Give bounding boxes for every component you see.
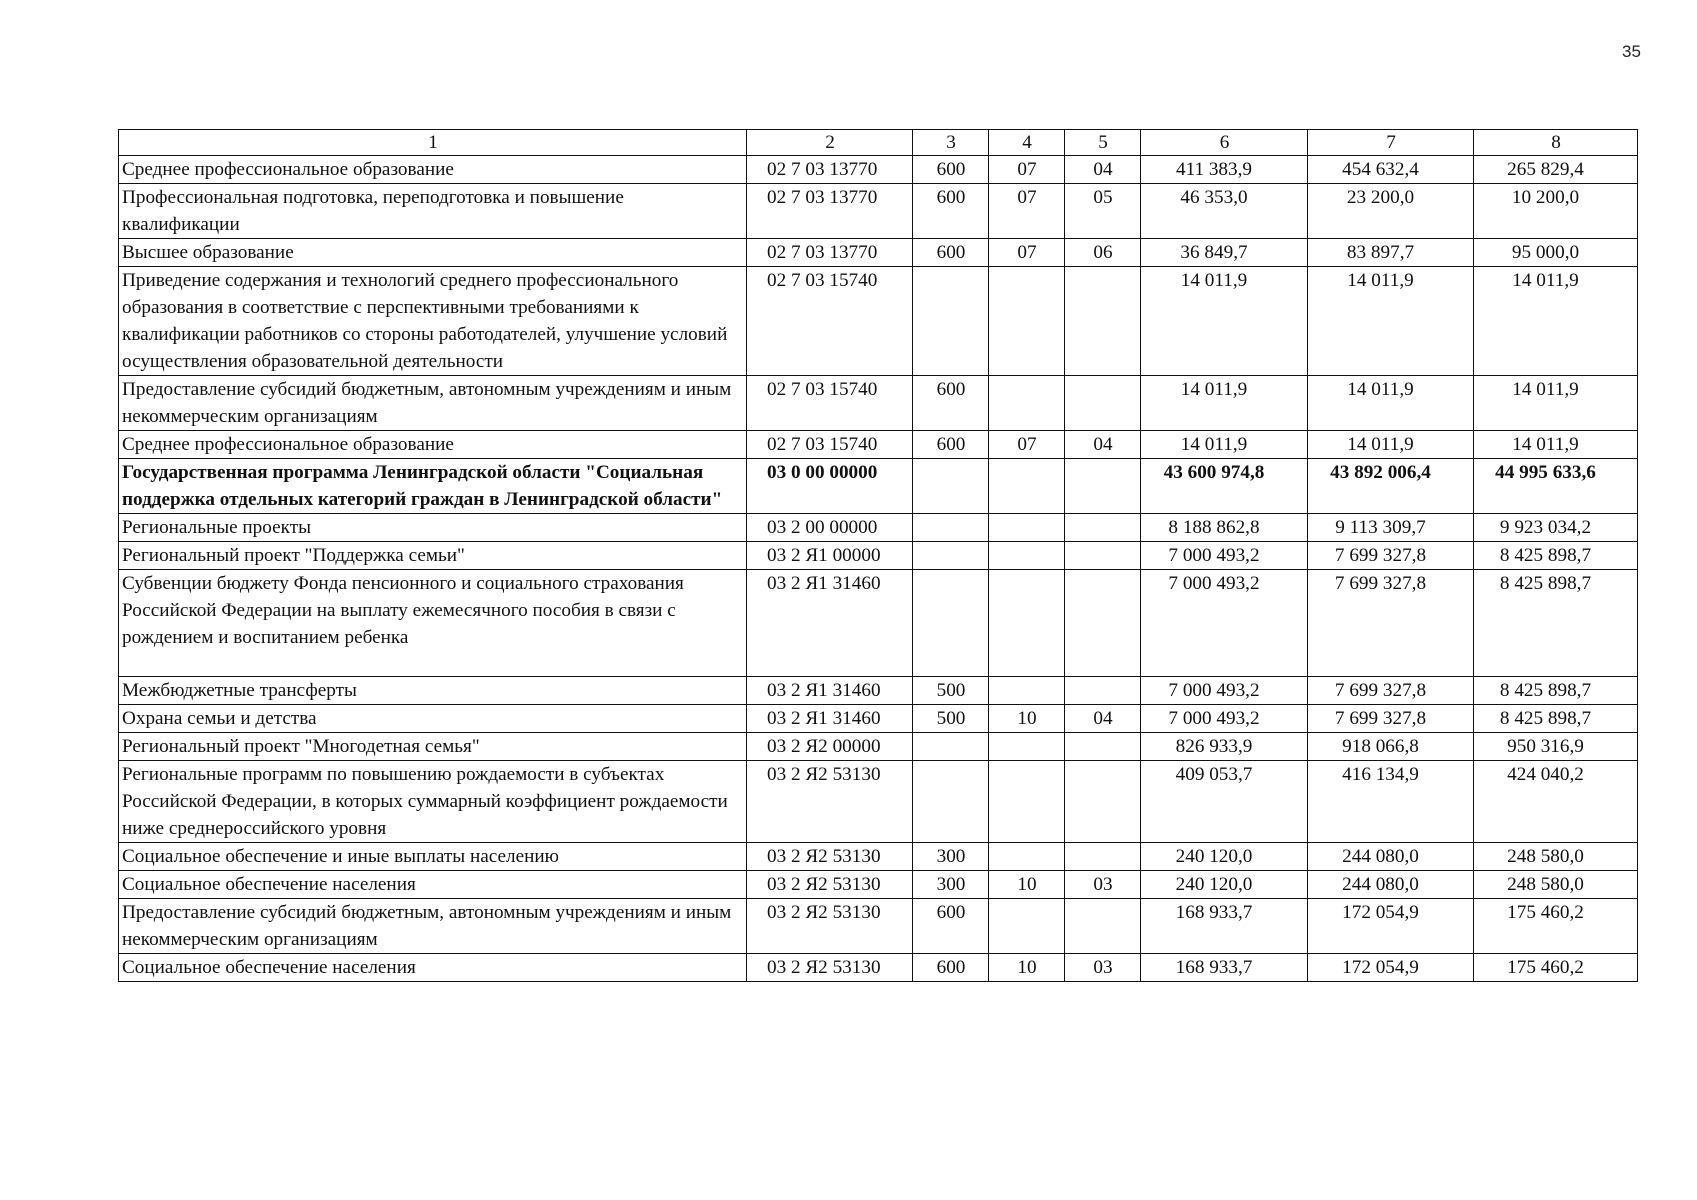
cell-name: Социальное обеспечение населения <box>119 871 747 899</box>
header-cell: 4 <box>989 130 1065 156</box>
cell-amount-year1: 240 120,0 <box>1141 871 1308 899</box>
cell-section <box>989 267 1065 376</box>
cell-amount-year1: 7 000 493,2 <box>1141 570 1308 677</box>
cell-amount-year3: 175 460,2 <box>1474 899 1638 954</box>
header-cell: 5 <box>1065 130 1141 156</box>
cell-section: 07 <box>989 431 1065 459</box>
cell-name: Предоставление субсидий бюджетным, автономным учреждениям и иным некоммерческим организациям <box>119 899 747 954</box>
cell-name: Государственная программа Ленинградской области "Социальная поддержка отдельных категорий граждан в Ленинградской области" <box>119 459 747 514</box>
cell-code: 02 7 03 15740 <box>747 376 913 431</box>
cell-subsection: 03 <box>1065 954 1141 982</box>
cell-amount-year1: 14 011,9 <box>1141 267 1308 376</box>
cell-amount-year1: 7 000 493,2 <box>1141 677 1308 705</box>
cell-amount-year1: 240 120,0 <box>1141 843 1308 871</box>
cell-amount-year2: 244 080,0 <box>1308 871 1474 899</box>
cell-name: Среднее профессиональное образование <box>119 431 747 459</box>
table-row <box>119 871 1638 899</box>
cell-amount-year2: 9 113 309,7 <box>1308 514 1474 542</box>
cell-code: 03 2 Я2 53130 <box>747 871 913 899</box>
cell-expense-type: 600 <box>913 376 989 431</box>
cell-code: 03 2 Я1 00000 <box>747 542 913 570</box>
cell-amount-year3: 424 040,2 <box>1474 761 1638 843</box>
header-cell: 7 <box>1308 130 1474 156</box>
cell-code: 03 2 Я2 53130 <box>747 899 913 954</box>
table-row <box>119 899 1638 954</box>
cell-name: Охрана семьи и детства <box>119 705 747 733</box>
table-row <box>119 570 1638 677</box>
cell-code: 03 0 00 00000 <box>747 459 913 514</box>
table-row <box>119 677 1638 705</box>
cell-amount-year1: 168 933,7 <box>1141 899 1308 954</box>
header-cell: 8 <box>1474 130 1638 156</box>
cell-subsection <box>1065 514 1141 542</box>
cell-subsection <box>1065 459 1141 514</box>
cell-amount-year3: 10 200,0 <box>1474 184 1638 239</box>
cell-subsection: 06 <box>1065 239 1141 267</box>
cell-subsection <box>1065 843 1141 871</box>
cell-amount-year1: 7 000 493,2 <box>1141 705 1308 733</box>
cell-amount-year1: 409 053,7 <box>1141 761 1308 843</box>
cell-expense-type: 600 <box>913 899 989 954</box>
cell-subsection: 04 <box>1065 705 1141 733</box>
cell-expense-type <box>913 733 989 761</box>
cell-expense-type <box>913 267 989 376</box>
cell-amount-year3: 9 923 034,2 <box>1474 514 1638 542</box>
cell-expense-type: 600 <box>913 954 989 982</box>
cell-amount-year3: 8 425 898,7 <box>1474 570 1638 677</box>
cell-amount-year1: 36 849,7 <box>1141 239 1308 267</box>
cell-amount-year3: 14 011,9 <box>1474 431 1638 459</box>
cell-code: 03 2 Я2 53130 <box>747 954 913 982</box>
cell-amount-year3: 14 011,9 <box>1474 376 1638 431</box>
cell-code: 03 2 Я2 53130 <box>747 761 913 843</box>
cell-section <box>989 677 1065 705</box>
cell-code: 02 7 03 15740 <box>747 267 913 376</box>
cell-amount-year2: 7 699 327,8 <box>1308 570 1474 677</box>
cell-amount-year2: 7 699 327,8 <box>1308 677 1474 705</box>
header-cell: 6 <box>1141 130 1308 156</box>
cell-section <box>989 570 1065 677</box>
table-row <box>119 954 1638 982</box>
cell-amount-year3: 248 580,0 <box>1474 871 1638 899</box>
cell-amount-year1: 43 600 974,8 <box>1141 459 1308 514</box>
cell-amount-year1: 826 933,9 <box>1141 733 1308 761</box>
cell-amount-year2: 23 200,0 <box>1308 184 1474 239</box>
table-row <box>119 376 1638 431</box>
cell-amount-year2: 7 699 327,8 <box>1308 542 1474 570</box>
cell-subsection <box>1065 899 1141 954</box>
cell-name: Субвенции бюджету Фонда пенсионного и социального страхования Российской Федерации на выплату ежемесячного пособия в связи с рождением и воспитанием ребенка <box>119 570 747 677</box>
header-cell: 1 <box>119 130 747 156</box>
cell-amount-year2: 14 011,9 <box>1308 431 1474 459</box>
cell-section: 10 <box>989 871 1065 899</box>
cell-amount-year3: 950 316,9 <box>1474 733 1638 761</box>
cell-section: 10 <box>989 954 1065 982</box>
cell-expense-type <box>913 761 989 843</box>
cell-name: Предоставление субсидий бюджетным, автономным учреждениям и иным некоммерческим организациям <box>119 376 747 431</box>
cell-section: 07 <box>989 156 1065 184</box>
cell-code: 02 7 03 15740 <box>747 431 913 459</box>
cell-amount-year1: 7 000 493,2 <box>1141 542 1308 570</box>
cell-subsection <box>1065 267 1141 376</box>
cell-name: Региональные программ по повышению рождаемости в субъектах Российской Федерации, в которых суммарный коэффициент рождаемости ниже среднероссийского уровня <box>119 761 747 843</box>
cell-amount-year3: 175 460,2 <box>1474 954 1638 982</box>
cell-section: 07 <box>989 184 1065 239</box>
header-cell: 3 <box>913 130 989 156</box>
cell-amount-year1: 8 188 862,8 <box>1141 514 1308 542</box>
cell-amount-year2: 918 066,8 <box>1308 733 1474 761</box>
cell-expense-type: 300 <box>913 871 989 899</box>
cell-code: 03 2 Я2 53130 <box>747 843 913 871</box>
cell-section <box>989 514 1065 542</box>
cell-amount-year2: 172 054,9 <box>1308 954 1474 982</box>
cell-amount-year2: 14 011,9 <box>1308 376 1474 431</box>
cell-expense-type: 600 <box>913 431 989 459</box>
cell-amount-year3: 8 425 898,7 <box>1474 705 1638 733</box>
cell-amount-year2: 83 897,7 <box>1308 239 1474 267</box>
cell-code: 03 2 Я1 31460 <box>747 570 913 677</box>
cell-amount-year2: 172 054,9 <box>1308 899 1474 954</box>
cell-subsection <box>1065 761 1141 843</box>
cell-subsection <box>1065 542 1141 570</box>
cell-amount-year2: 7 699 327,8 <box>1308 705 1474 733</box>
cell-name: Региональный проект "Поддержка семьи" <box>119 542 747 570</box>
table-row <box>119 542 1638 570</box>
cell-amount-year1: 14 011,9 <box>1141 376 1308 431</box>
cell-amount-year3: 95 000,0 <box>1474 239 1638 267</box>
cell-code: 02 7 03 13770 <box>747 184 913 239</box>
cell-amount-year2: 454 632,4 <box>1308 156 1474 184</box>
table-row <box>119 267 1638 376</box>
cell-amount-year3: 8 425 898,7 <box>1474 677 1638 705</box>
cell-amount-year3: 14 011,9 <box>1474 267 1638 376</box>
cell-expense-type: 500 <box>913 677 989 705</box>
cell-amount-year2: 416 134,9 <box>1308 761 1474 843</box>
table-row <box>119 761 1638 843</box>
cell-amount-year1: 46 353,0 <box>1141 184 1308 239</box>
cell-name: Региональный проект "Многодетная семья" <box>119 733 747 761</box>
table-row <box>119 156 1638 184</box>
cell-expense-type: 300 <box>913 843 989 871</box>
cell-section <box>989 899 1065 954</box>
cell-amount-year2: 43 892 006,4 <box>1308 459 1474 514</box>
cell-subsection: 03 <box>1065 871 1141 899</box>
cell-amount-year2: 14 011,9 <box>1308 267 1474 376</box>
cell-amount-year3: 8 425 898,7 <box>1474 542 1638 570</box>
budget-table <box>118 129 1638 982</box>
cell-name: Межбюджетные трансферты <box>119 677 747 705</box>
cell-section: 07 <box>989 239 1065 267</box>
cell-name: Социальное обеспечение населения <box>119 954 747 982</box>
table-row <box>119 843 1638 871</box>
cell-section <box>989 542 1065 570</box>
cell-subsection <box>1065 677 1141 705</box>
cell-subsection: 04 <box>1065 156 1141 184</box>
table-row <box>119 705 1638 733</box>
cell-code: 03 2 Я1 31460 <box>747 677 913 705</box>
cell-expense-type <box>913 570 989 677</box>
cell-section <box>989 376 1065 431</box>
table-row <box>119 459 1638 514</box>
cell-code: 02 7 03 13770 <box>747 156 913 184</box>
cell-code: 03 2 Я1 31460 <box>747 705 913 733</box>
cell-amount-year1: 168 933,7 <box>1141 954 1308 982</box>
table-header-row <box>119 130 1638 156</box>
cell-name: Региональные проекты <box>119 514 747 542</box>
cell-section <box>989 761 1065 843</box>
cell-subsection: 05 <box>1065 184 1141 239</box>
table-row <box>119 733 1638 761</box>
cell-amount-year3: 44 995 633,6 <box>1474 459 1638 514</box>
cell-name: Социальное обеспечение и иные выплаты населению <box>119 843 747 871</box>
cell-expense-type: 600 <box>913 239 989 267</box>
table-row <box>119 431 1638 459</box>
cell-name: Высшее образование <box>119 239 747 267</box>
cell-subsection: 04 <box>1065 431 1141 459</box>
cell-amount-year3: 248 580,0 <box>1474 843 1638 871</box>
cell-name: Профессиональная подготовка, переподготовка и повышение квалификации <box>119 184 747 239</box>
cell-section <box>989 843 1065 871</box>
cell-expense-type: 600 <box>913 156 989 184</box>
cell-code: 02 7 03 13770 <box>747 239 913 267</box>
page-number: 35 <box>1622 42 1641 61</box>
cell-subsection <box>1065 376 1141 431</box>
cell-subsection <box>1065 570 1141 677</box>
cell-code: 03 2 Я2 00000 <box>747 733 913 761</box>
cell-section: 10 <box>989 705 1065 733</box>
cell-subsection <box>1065 733 1141 761</box>
cell-name: Приведение содержания и технологий среднего профессионального образования в соответствие с перспективными требованиями к квалификации работников со стороны работодателей, улучшение условий осуществления образовательной деятельности <box>119 267 747 376</box>
cell-amount-year1: 14 011,9 <box>1141 431 1308 459</box>
cell-amount-year1: 411 383,9 <box>1141 156 1308 184</box>
cell-section <box>989 733 1065 761</box>
cell-expense-type: 500 <box>913 705 989 733</box>
header-cell: 2 <box>747 130 913 156</box>
table-row <box>119 239 1638 267</box>
cell-expense-type <box>913 514 989 542</box>
cell-section <box>989 459 1065 514</box>
table-row <box>119 514 1638 542</box>
cell-amount-year2: 244 080,0 <box>1308 843 1474 871</box>
cell-name: Среднее профессиональное образование <box>119 156 747 184</box>
cell-amount-year3: 265 829,4 <box>1474 156 1638 184</box>
table-row <box>119 184 1638 239</box>
cell-expense-type <box>913 459 989 514</box>
cell-code: 03 2 00 00000 <box>747 514 913 542</box>
cell-expense-type: 600 <box>913 184 989 239</box>
cell-expense-type <box>913 542 989 570</box>
